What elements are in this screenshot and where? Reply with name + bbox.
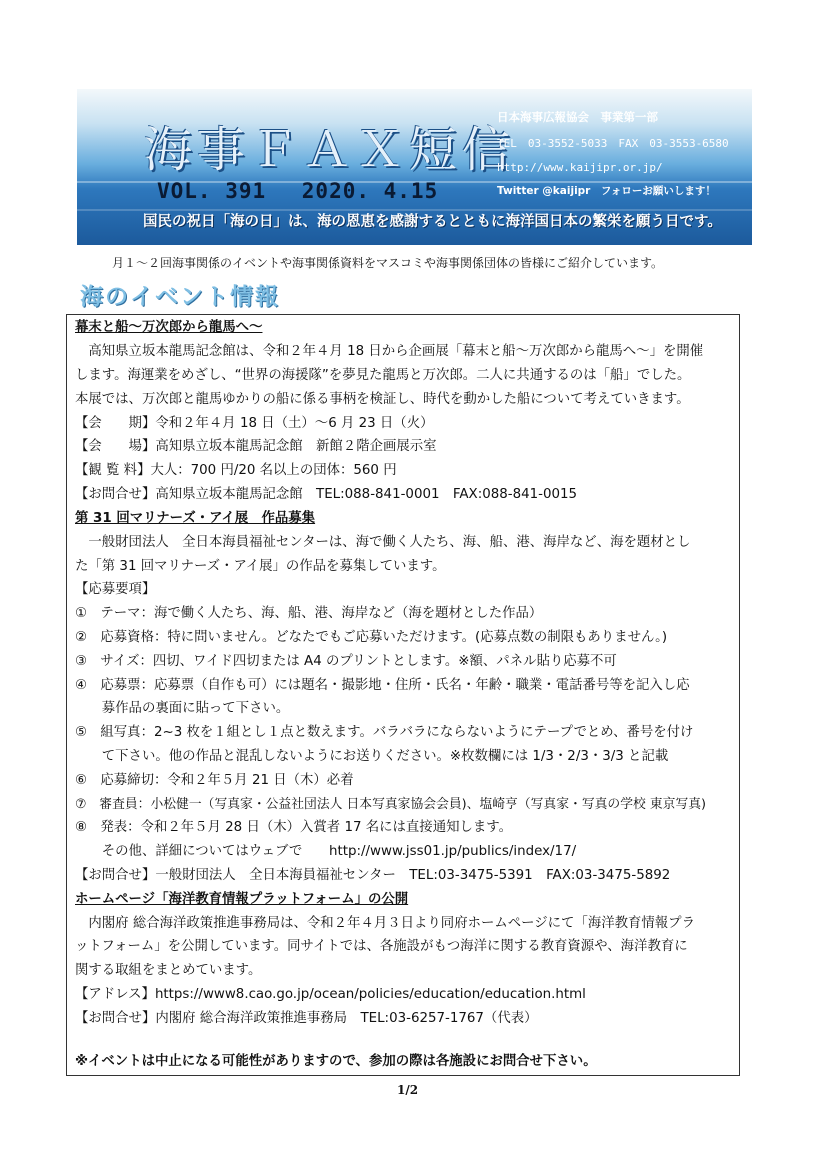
requirement-item: て下さい。他の作品と混乱しないようにお送りください。※枚数欄には 1/3・2/3・3/3 と記載 xyxy=(75,749,669,764)
event-body-line: 関する取組をまとめています。 xyxy=(75,963,262,978)
page-number: 1/2 xyxy=(397,1083,419,1097)
event-fee: 【観 覧 料】大人：700 円/20 名以上の団体：560 円 xyxy=(75,463,397,478)
contact-phone-fax: TEL 03-3552-5033 FAX 03-3553-6580 xyxy=(497,137,729,150)
requirement-item: ④ 応募票：応募票（自作も可）には題名・撮影地・住所・氏名・年齢・職業・電話番号等を記入し応 xyxy=(75,678,690,693)
event-body-line: 本展では、万次郎と龍馬ゆかりの船に係る事柄を検証し、時代を動かした船について考えていきます。 xyxy=(75,392,690,407)
requirements-title: 【応募要項】 xyxy=(75,582,156,597)
requirement-item: ③ サイズ：四切、ワイド四切または A4 のプリントとします。※額、パネル貼り応募不可 xyxy=(75,654,617,669)
event-contact: 【お問合せ】一般財団法人 全日本海員福祉センター TEL:03-3475-5391 FAX:03-3475-5892 xyxy=(75,868,671,883)
requirement-item: 募作品の裏面に貼って下さい。 xyxy=(75,701,290,716)
organization-name: 日本海事広報協会 事業第一部 xyxy=(497,110,658,124)
event-body-line: 内閣府 総合海洋政策推進事務局は、令和２年４月３日より同府ホームページにて「海洋教育情報プラ xyxy=(75,916,695,931)
requirement-item: その他、詳細についてはウェブで http://www.jss01.jp/publics/index/17/ xyxy=(75,844,577,859)
section-heading: 海のイベント情報 xyxy=(80,283,280,310)
motto: 国民の祝日「海の日」は、海の恩恵を感謝するとともに海洋国日本の繁栄を願う日です。 xyxy=(143,214,722,230)
event-venue: 【会 場】高知県立坂本龍馬記念館 新館２階企画展示室 xyxy=(75,439,437,454)
requirement-item: ⑥ 応募締切：令和２年５月 21 日（木）必着 xyxy=(75,773,354,788)
newsletter-title: 海事ＦＡＸ短信 xyxy=(144,122,516,178)
event-title: ホームページ「海洋教育情報プラットフォーム」の公開 xyxy=(75,892,409,907)
event-body-line: 一般財団法人 全日本海員福祉センターは、海で働く人たち、海、船、港、海岸など、海を題材とし xyxy=(75,535,691,550)
event-body-line: します。海運業をめざし、“世界の海援隊”を夢見た龍馬と万次郎。二人に共通するのは「船」でした。 xyxy=(75,368,691,383)
event-body-line: た「第 31 回マリナーズ・アイ展」の作品を募集しています。 xyxy=(75,559,446,574)
event-title: 第 31 回マリナーズ・アイ展 作品募集 xyxy=(75,511,316,526)
event-contact: 【お問合せ】高知県立坂本龍馬記念館 TEL:088-841-0001 FAX:088-841-0015 xyxy=(75,487,578,502)
requirement-item: ① テーマ：海で働く人たち、海、船、港、海岸など（海を題材とした作品） xyxy=(75,606,543,621)
cancellation-notice: ※イベントは中止になる可能性がありますので、参加の際は各施設にお問合せ下さい。 xyxy=(75,1054,597,1069)
event-body-line: 高知県立坂本龍馬記念館は、令和２年４月 18 日から企画展「幕末と船～万次郎から龍馬へ～」を開催 xyxy=(75,344,704,359)
event-period: 【会 期】令和２年４月 18 日（土）～6 月 23 日（火） xyxy=(75,416,434,431)
twitter-handle: Twitter @kaijipr フォローお願いします！ xyxy=(497,185,716,197)
event-title: 幕末と船～万次郎から龍馬へ～ xyxy=(75,320,263,335)
event-body-line: ットフォーム」を公開しています。同サイトでは、各施設がもつ海洋に関する教育資源や、海洋教育に xyxy=(75,939,688,954)
requirement-item: ⑧ 発表：令和２年５月 28 日（木）入賞者 17 名には直接通知します。 xyxy=(75,820,512,835)
event-contact: 【お問合せ】内閣府 総合海洋政策推進事務局 TEL:03-6257-1767（代表） xyxy=(75,1011,538,1026)
requirement-item: ⑦ 審査員：小松健一（写真家・公益社団法人 日本写真家協会会員)、塩崎亨（写真家・写真の学校 東京写真) xyxy=(75,797,707,812)
header-banner xyxy=(77,89,752,245)
requirement-item: ② 応募資格：特に問いません。どなたでもご応募いただけます。(応募点数の制限もありません。) xyxy=(75,630,668,645)
website-url: http://www.kaijipr.or.jp/ xyxy=(497,161,663,174)
requirement-item: ⑤ 組写真：2~3 枚を１組とし１点と数えます。バラバラにならないようにテープでとめ、番号を付け xyxy=(75,725,694,740)
volume-date: VOL. 391 2020. 4.15 xyxy=(157,179,439,203)
intro-text: 月１～２回海事関係のイベントや海事関係資料をマスコミや海事関係団体の皆様にご紹介しています。 xyxy=(112,256,664,270)
event-address: 【アドレス】https://www8.cao.go.jp/ocean/policies/education/education.html xyxy=(75,987,586,1002)
